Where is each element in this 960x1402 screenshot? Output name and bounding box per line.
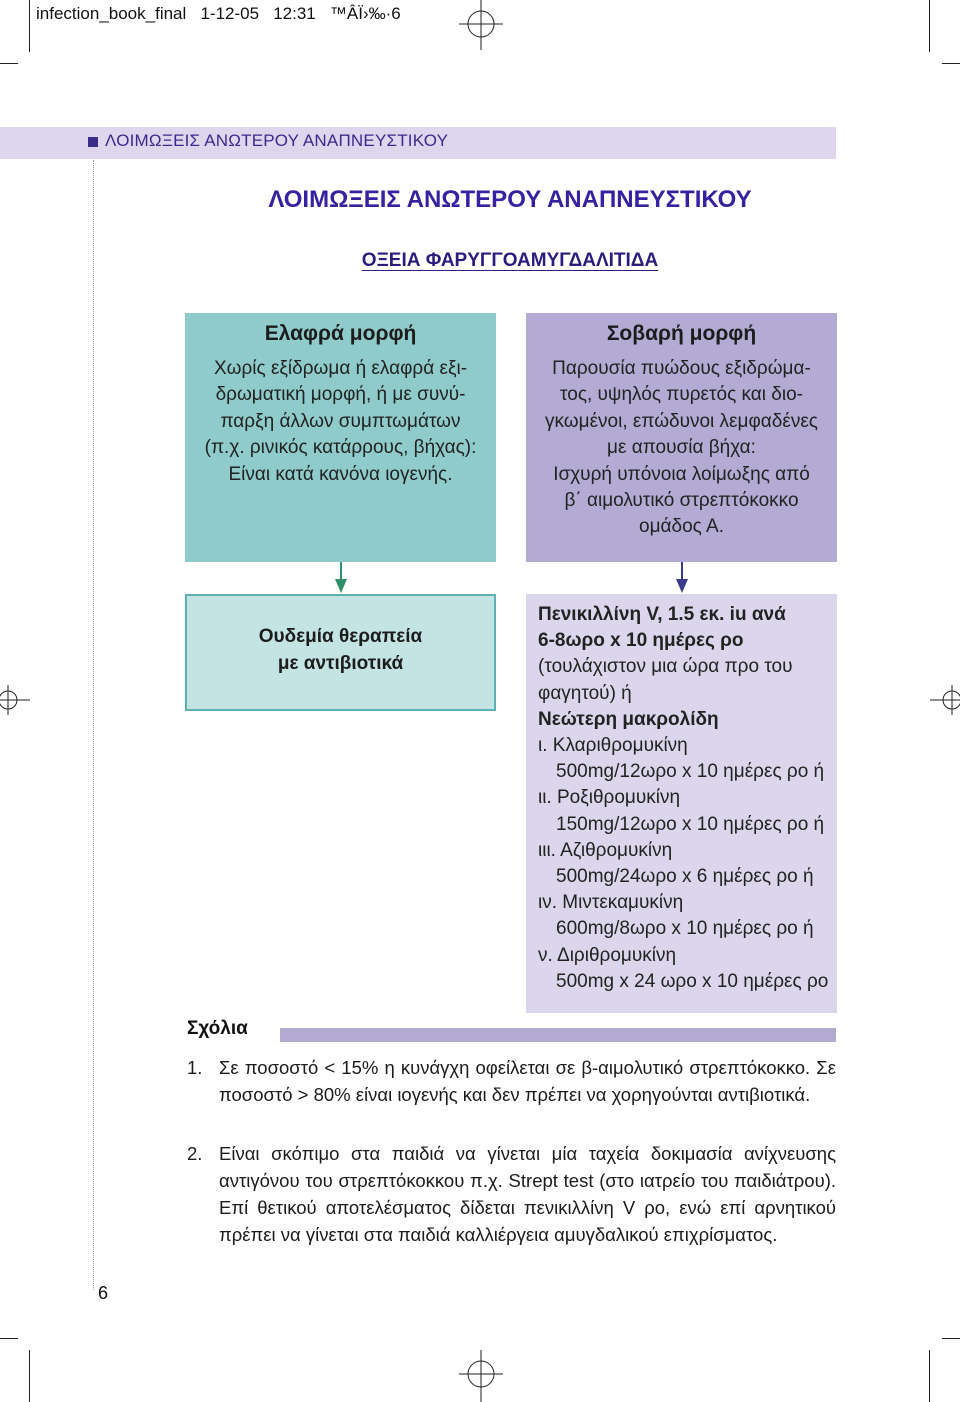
treatment-drug-1: ι. Κλαριθρομυκίνη xyxy=(538,735,688,757)
running-head-square-icon xyxy=(88,137,98,147)
treatment-dose-2: 150mg/12ωρο x 10 ημέρες ρο ή xyxy=(556,813,825,835)
note-1-text: Σε ποσοστό < 15% η κυνάγχη οφείλεται σε β-αιμολυτικό στρεπτόκοκκο. Σε ποσοστό > 80% είναι ιογενής και δεν πρέπει να χορηγούνται αντιβιοτικά. xyxy=(219,1057,836,1105)
treatment-penicillin-note: (τουλάχιστον μια ώρα προ του xyxy=(538,656,793,678)
treatment-penicillin-dose: 6-8ωρο x 10 ημέρες ρο xyxy=(538,630,744,652)
severe-form-text: Παρουσία πυώδους εξιδρώμα- τος, υψηλός πυρετός και διο- γκωμένοι, επώδυνοι λεμφαδένες με απουσία βήχα: Ισχυρή υπόνοια λοίμωξης από β΄ αιμολυτικό στρεπτόκοκκο ομάδος Α. xyxy=(545,358,818,538)
printer-slug: infection_book_final 1-12-05 12:31 ™ÂÏ›‰·6 xyxy=(36,4,401,23)
note-2-text: Είναι σκόπιμο στα παιδιά να γίνεται μία ταχεία δοκιμασία ανίχνευσης αντιγόνου του στρεπτόκοκκου π.χ. Strept test (στο ιατρείο του παιδιάτρου). Επί θετικού αποτελέσματος δίδεται πενικιλλίνη V ρο, ενώ επί αρνητικού πρέπει να γίνεται στα παιδιά καλλιέργεια αμυγδαλικού επιχρίσματος. xyxy=(219,1143,836,1245)
note-1-number: 1. xyxy=(187,1057,203,1078)
no-antibiotics-line-2: με αντιβιοτικά xyxy=(277,653,404,674)
treatment-dose-5: 500mg x 24 ωρο x 10 ημέρες ρο xyxy=(556,970,829,992)
severe-form-box xyxy=(526,313,837,562)
note-1 xyxy=(187,1054,836,1108)
treatment-penicillin: Πενικιλλίνη V, 1.5 εκ. iu ανά xyxy=(538,604,786,625)
treatment-dose-3: 500mg/24ωρο x 6 ημέρες ρο ή xyxy=(556,866,814,888)
registration-mark-bottom xyxy=(455,1350,507,1402)
mild-form-heading: Ελαφρά μορφή xyxy=(264,322,417,345)
treatment-drug-4: ιν. Μιντεκαμυκίνη xyxy=(538,892,684,914)
mild-form-text: Χωρίς εξίδρωμα ή ελαφρά εξι- δρωματική μορφή, ή με συνύ- παρξη άλλων συμπτωμάτων (π.χ. ρινικός κατάρρους, βήχας): Είναι κατά κανόνα ιογενής. xyxy=(204,358,477,485)
registration-mark-left xyxy=(0,685,30,715)
page-number: 6 xyxy=(98,1283,109,1303)
treatment-drug-5: ν. Διριθρομυκίνη xyxy=(538,944,677,966)
note-2-number: 2. xyxy=(187,1143,203,1164)
section-subtitle: ΟΞΕΙΑ ΦΑΡΥΓΓΟΑΜΥΓΔΑΛΙΤΙΔΑ xyxy=(361,250,659,271)
treatment-box xyxy=(526,594,837,1013)
mild-form-box xyxy=(185,313,496,562)
note-2 xyxy=(187,1140,836,1248)
treatment-dose-1: 500mg/12ωρο x 10 ημέρες ρο ή xyxy=(556,761,825,783)
no-antibiotics-box xyxy=(185,594,496,711)
page-title: ΛΟΙΜΩΞΕΙΣ ΑΝΩΤΕΡΟΥ ΑΝΑΠΝΕΥΣΤΙΚΟΥ xyxy=(268,186,752,213)
severe-form-heading: Σοβαρή μορφή xyxy=(606,322,757,345)
treatment-penicillin-note-cont: φαγητού) ή xyxy=(538,682,632,704)
running-head: ΛΟΙΜΩΞΕΙΣ ΑΝΩΤΕΡΟΥ ΑΝΑΠΝΕΥΣΤΙΚΟΥ xyxy=(105,131,449,150)
treatment-macrolide-heading: Νεώτερη μακρολίδη xyxy=(538,708,719,730)
treatment-dose-4: 600mg/8ωρο x 10 ημέρες ρο ή xyxy=(556,918,814,940)
treatment-drug-3: ιιι. Αζιθρομυκίνη xyxy=(538,839,673,861)
notes-heading: Σχόλια xyxy=(187,1018,248,1039)
no-antibiotics-line-1: Ουδεμία θεραπεία xyxy=(258,626,423,647)
registration-mark-right xyxy=(930,685,960,715)
margin-guide xyxy=(93,160,94,1290)
registration-mark-top xyxy=(455,0,507,52)
notes-rule xyxy=(280,1028,836,1042)
treatment-drug-2: ιι. Ροξιθρομυκίνη xyxy=(538,787,681,809)
